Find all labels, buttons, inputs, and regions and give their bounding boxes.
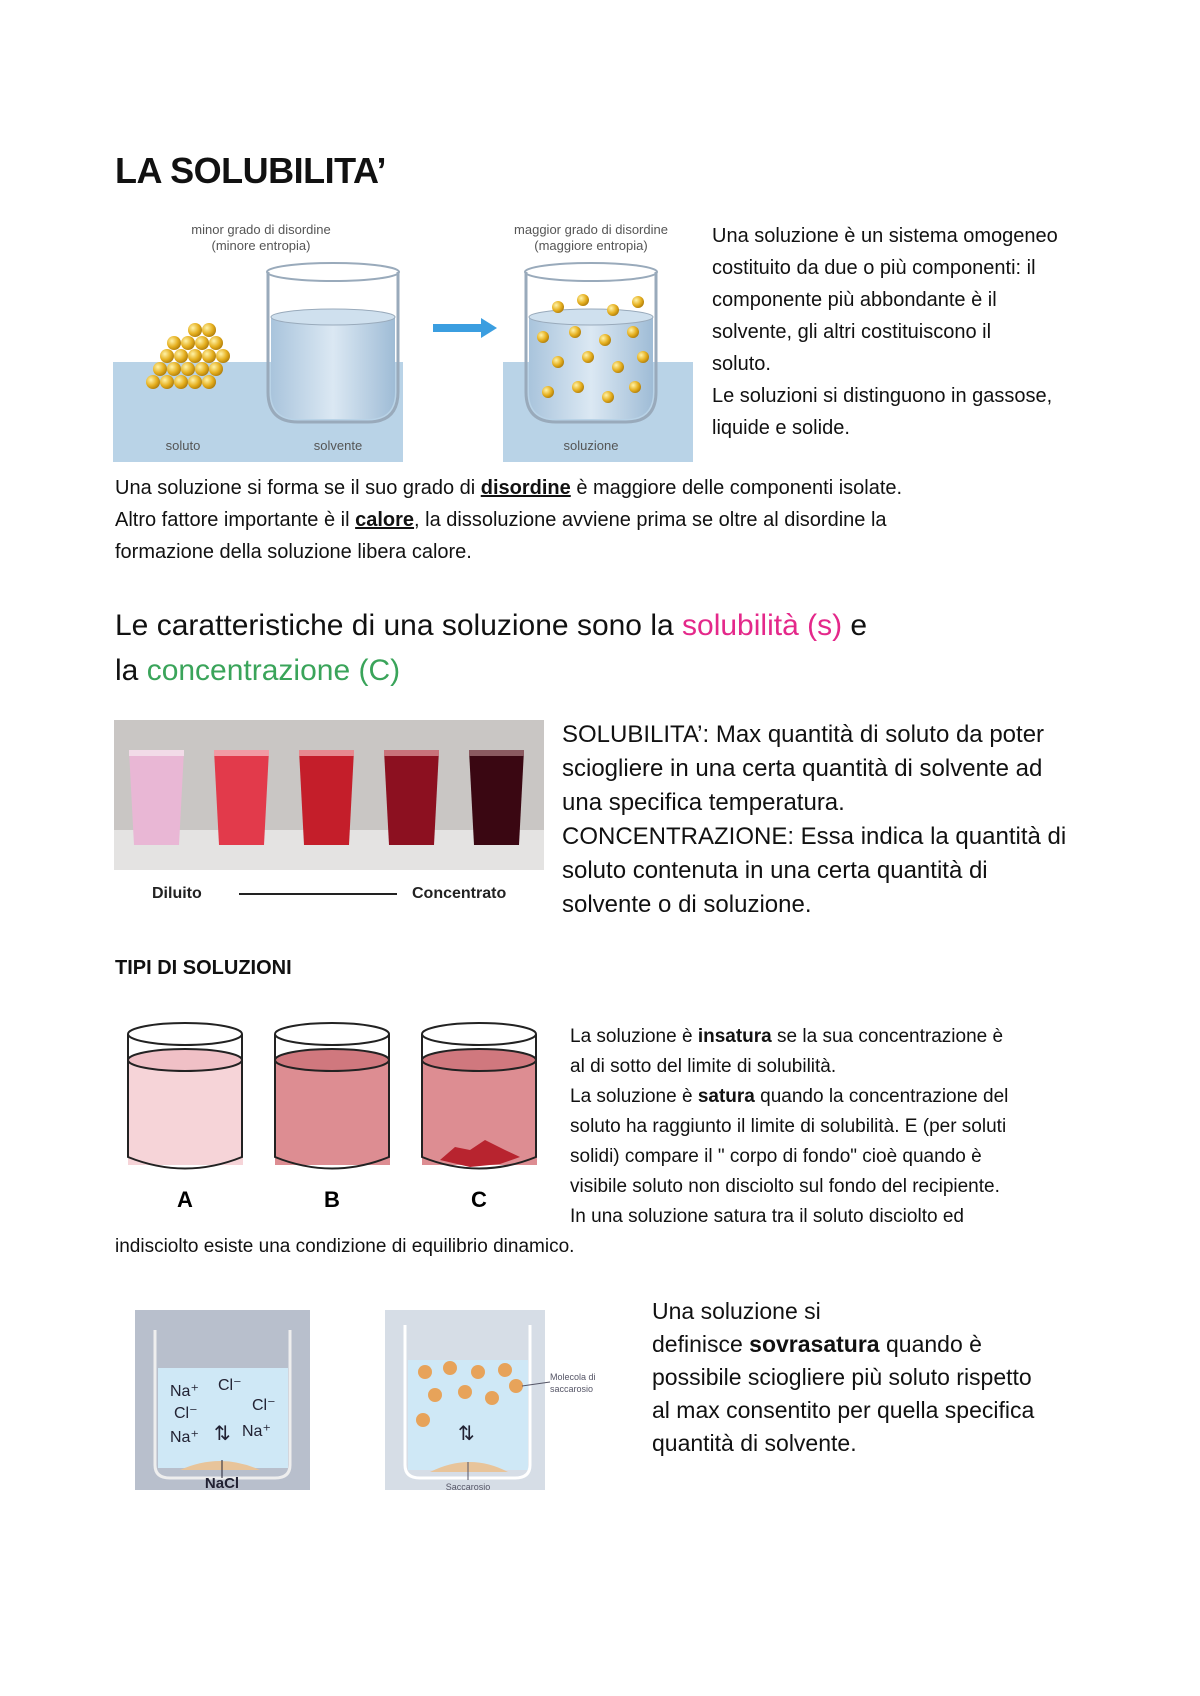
section-heading xyxy=(115,603,1175,693)
glass-2 xyxy=(214,750,269,845)
keyword-sovrasatura: sovrasatura xyxy=(749,1331,880,1357)
dilution-figure xyxy=(114,720,544,910)
text: quando la concentrazione del xyxy=(754,1086,1009,1107)
text: Le caratteristiche di una soluzione sono la xyxy=(115,609,683,642)
glass-5 xyxy=(469,750,524,845)
glass-4 xyxy=(384,750,439,845)
label-major: maggior grado di disordine xyxy=(514,222,668,237)
text: al max consentito per quella specifica xyxy=(652,1397,1035,1423)
beaker-c xyxy=(422,1023,537,1169)
text: quantità di solvente. xyxy=(652,1430,857,1456)
text: , la dissoluzione avviene prima se oltre al disordine la xyxy=(414,509,887,531)
glass-3 xyxy=(299,750,354,845)
text: quando è xyxy=(879,1331,982,1357)
equilibrium-arrows-icon: ⇅ xyxy=(458,1423,475,1445)
label-c: C xyxy=(471,1187,487,1212)
def-line: SOLUBILITA’: Max quantità di soluto da poter xyxy=(562,721,1045,748)
ion-na2: Na⁺ xyxy=(170,1429,199,1446)
text: è maggiore delle componenti isolate. xyxy=(570,477,903,499)
text: al di sotto del limite di solubilità. xyxy=(570,1056,837,1077)
label-soluzione: soluzione xyxy=(563,438,619,453)
label-minor-sub: (minore entropia) xyxy=(211,238,311,253)
text: la xyxy=(115,654,147,687)
sucrose-beaker xyxy=(385,1310,596,1492)
text: se la sua concentrazione è xyxy=(771,1026,1004,1047)
text: Una soluzione si xyxy=(652,1298,821,1324)
intro-text xyxy=(712,220,1182,444)
intro-line: Una soluzione è un sistema omogeneo xyxy=(712,225,1058,247)
text: solidi) compare il " corpo di fondo" cioè quando è xyxy=(570,1146,982,1167)
label-concentrato: Concentrato xyxy=(412,885,507,902)
def-line: soluto contenuta in una certa quantità di xyxy=(562,857,988,884)
label-molecola: Molecola di xyxy=(550,1372,596,1382)
label-saccarosio-mol: saccarosio xyxy=(550,1384,594,1394)
beaker-b xyxy=(275,1023,390,1169)
label-b: B xyxy=(324,1187,340,1212)
text: Una soluzione si forma se il suo grado di xyxy=(115,477,481,499)
text: La soluzione è xyxy=(570,1026,698,1047)
text: In una soluzione satura tra il soluto disciolto ed xyxy=(570,1206,964,1227)
keyword-solubilita: solubilità (s) xyxy=(682,609,843,642)
label-saccarosio: Saccarosio xyxy=(445,1482,491,1492)
nacl-beaker xyxy=(135,1310,310,1492)
def-line: solvente o di soluzione. xyxy=(562,891,812,918)
disorder-paragraph xyxy=(115,472,1175,568)
supersaturation-text xyxy=(652,1295,1192,1460)
ion-cl2: Cl⁻ xyxy=(174,1405,198,1422)
label-major-sub: (maggiore entropia) xyxy=(534,238,648,253)
intro-line: costituito da due o più componenti: il xyxy=(712,257,1036,279)
saturation-text-end: indisciolto esiste una condizione di equilibrio dinamico. xyxy=(115,1236,575,1257)
label-nacl: NaCl xyxy=(204,1475,240,1492)
intro-line: componente più abbondante è il xyxy=(712,289,997,311)
section-subheading: TIPI DI SOLUZIONI xyxy=(115,957,292,979)
saturation-figure xyxy=(120,1022,550,1217)
keyword-calore: calore xyxy=(355,509,415,531)
def-line: sciogliere in una certa quantità di solvente ad xyxy=(562,755,1043,782)
saturation-text xyxy=(570,1022,1190,1232)
def-line: una specifica temperatura. xyxy=(562,789,845,816)
intro-line: Le soluzioni si distinguono in gassose, xyxy=(712,385,1053,407)
entropy-figure xyxy=(113,222,693,462)
text: La soluzione è xyxy=(570,1086,698,1107)
solvent-beaker xyxy=(267,263,399,422)
label-soluto: soluto xyxy=(165,438,201,453)
label-a: A xyxy=(177,1187,193,1212)
intro-line: solvente, gli altri costituiscono il xyxy=(712,321,992,343)
page-title: LA SOLUBILITA’ xyxy=(115,150,386,191)
text: Altro fattore importante è il xyxy=(115,509,356,531)
def-line: CONCENTRAZIONE: Essa indica la quantità di xyxy=(562,823,1067,850)
keyword-satura: satura xyxy=(697,1086,755,1107)
keyword-concentrazione: concentrazione (C) xyxy=(146,654,401,687)
label-minor: minor grado di disordine xyxy=(191,222,331,237)
text: definisce xyxy=(652,1331,750,1357)
beaker-a xyxy=(128,1023,243,1169)
ion-cl3: Cl⁻ xyxy=(252,1397,276,1414)
text: visibile soluto non disciolto sul fondo del recipiente. xyxy=(570,1176,1000,1197)
ion-na1: Na⁺ xyxy=(170,1383,199,1400)
text: possibile sciogliere più soluto rispetto xyxy=(652,1364,1032,1390)
equilibrium-figure xyxy=(130,1300,630,1500)
label-diluito: Diluito xyxy=(152,885,202,902)
ion-na3: Na⁺ xyxy=(242,1423,271,1440)
definitions xyxy=(562,718,1182,922)
intro-line: liquide e solide. xyxy=(712,417,850,439)
glass-1 xyxy=(129,750,184,845)
text: e xyxy=(842,609,868,642)
arrow-icon xyxy=(433,324,483,332)
intro-line: soluto. xyxy=(712,353,771,375)
text: formazione della soluzione libera calore. xyxy=(115,541,472,563)
keyword-insatura: insatura xyxy=(697,1026,772,1047)
solution-beaker xyxy=(525,263,657,422)
label-solvente: solvente xyxy=(313,438,363,453)
text: soluto ha raggiunto il limite di solubilità. E (per soluti xyxy=(570,1116,1007,1137)
ion-cl1: Cl⁻ xyxy=(218,1377,242,1394)
keyword-disordine: disordine xyxy=(480,477,571,499)
equilibrium-arrows-icon: ⇅ xyxy=(214,1423,231,1445)
